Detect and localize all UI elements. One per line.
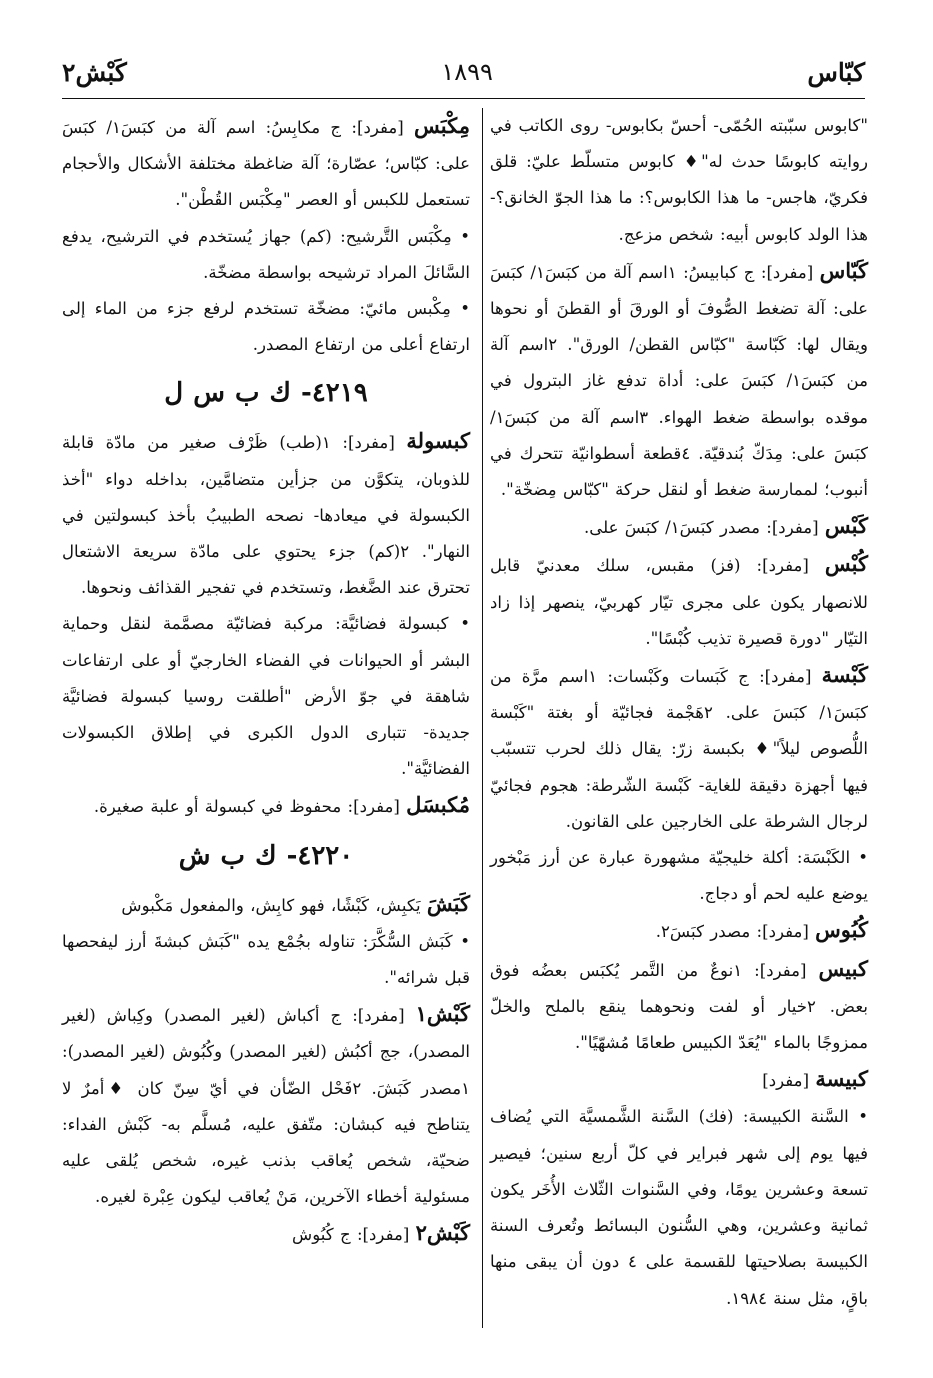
entry-text: [مفرد]: ١نوعٌ من التَّمر يُكبَس بعضُه فوق بعض. ٢خيار أو لفت ونحوهما ينقع بالملح والخلّ ممزوجًا بالماء "يُعَدّ الكبيس طعامًا مُشهّيًا". <box>490 960 868 1053</box>
entry-filter-press <box>62 219 470 291</box>
headword: كَبْسة <box>821 662 868 688</box>
entry-text: • مِكْبس مائيّ: مضخّة تستخدم لرفع جزء من الماء إلى ارتفاع أعلى من ارتفاع المصدر. <box>62 299 470 355</box>
entry-water-press <box>62 291 470 363</box>
header-guide-word-right: كبّاس <box>807 57 865 87</box>
entry-mukabsal <box>62 787 470 825</box>
entry-text: يَكبِش، كَبْشًا، فهو كابِش، والمفعول مَكْبوش <box>121 895 427 915</box>
entry-kabasha-verb <box>62 886 470 924</box>
entry-text: • الكَبْسَة: أكلة خليجيّة مشهورة عبارة عن أرز مَبْخور يوضع عليه لحم أو دجاج. <box>490 848 868 904</box>
entry-mikbas <box>62 108 470 219</box>
entry-text: [مفرد]: ج أكباش (لغير المصدر) وكِباش (لغير المصدر)، جج أكبُش (لغير المصدر) وكُبُوش (لغير المصدر): ١مصدر كَبَشَ. ٢فَحْل الضّأن في أيّ سِنّ كان ♦أمرٌ لا يتناطح فيه كبشان: متّفق عليه، مُسلَّم به- كَبْش الفداء: ضحيّة، شخص يُعاقب بذنب غيره، شخص يُلقى عليه مسئولية أخطاء الآخرين، مَنْ يُعاقب ليكون عِبْرة لغيره. <box>62 1006 471 1207</box>
right-column <box>490 108 868 1317</box>
left-column <box>62 108 470 1254</box>
entry-text: [مفرد]: ج مكابِسُ: اسم آلة من كبَسَ١/ كبَسَ على: كبّاس؛ عصّارة؛ آلة ضاغطة مختلفة الأشكال والأحجام تستعمل للكبس أو العصر "مِكْبَس القُطْن". <box>62 118 470 210</box>
entry-text: • مِكْبَس التَّرشيح: (كم) جهاز يُستخدم في الترشيح، يدفع السَّائلَ المراد ترشيحه بواسطة مضخّة. <box>62 226 470 282</box>
entry-kabs <box>490 508 868 546</box>
headword: مُكبسَل <box>406 792 470 818</box>
page-number: ١٨٩٩ <box>441 58 493 86</box>
headword: كَبْس <box>824 513 868 539</box>
entry-text: [مفرد]: مصدر كبَسَ٢. <box>655 922 816 942</box>
entry-kabees <box>490 951 868 1062</box>
entry-kabsa-dish <box>490 840 868 912</box>
header-guide-word-left: كَبْش٢ <box>62 57 127 87</box>
entry-text: [مفرد]: ١(طب) ظَرْف صغير من مادّة قابلة للذوبان، يتكوَّن من جزأين متضامَّين، بداخله دواء "أخذ الكبسولة في ميعادها- نصحه الطبيبُ بأخذ كبسولتين في النهار". ٢(كم) جزء يحتوي على مادّة سريعة الاشتعال تحترق عند الضَّغط، وتستخدم في تفجير القذائف ونحوها. <box>62 433 471 598</box>
entry-kabsoola <box>62 423 470 606</box>
entry-text: [مفرد]: محفوظ في كبسولة أو علبة صغيرة. <box>93 797 407 817</box>
headword: كَبْش٢ <box>415 1220 470 1246</box>
entry-leap-year <box>490 1099 868 1316</box>
headword: كُبُوس <box>815 917 868 943</box>
headword: كُبْس <box>824 551 868 577</box>
page-header <box>62 50 865 94</box>
headword: كبيسة <box>815 1066 868 1092</box>
entry-kabeesa <box>490 1061 868 1099</box>
entry-text: [مفرد]: ج كبابيسُ: ١اسم آلة من كبَسَ١/ كبَسَ على: آلة تضغط الصُّوفَ أو الورقَ أو القطنَ أو نحوها ويقال لها: كَبّاسة "كبّاس القطن/ الورق". ٢اسم آلة من كبَسَ١/ كبَسَ على: أداة تدفع غاز البترول في موقده بواسطة ضغط الهواء. ٣اسم آلة من كبَسَ١/ كبَسَ على: مِدَكّ بُندقيّة. ٤قطعة أسطوانيّة تتحرك في أنبوب؛ لممارسة ضغط أو لنقل حركة "كبّاس مِضخّة". <box>490 262 869 500</box>
entry-kabsh-2 <box>62 1215 470 1253</box>
entry-text: [مفرد] <box>762 1071 816 1091</box>
entry-text: [مفرد]: (فز) مقبس، سلك معدنيّ قابل للانصهار يكون على مجرى تيّار كهربيّ، ينصهر إذا زاد التيّار "دورة قصيرة تذيب كُبْسًا". <box>490 556 868 648</box>
entry-kabsh-1 <box>62 996 470 1215</box>
entry-text: • كبسولة فضائيَّة: مركبة فضائيّة مصمَّمة لنقل وحماية البشر أو الحيوانات في الفضاء الخارجيّ أو على ارتفاعات شاهقة في جوّ الأرض "أطلقت روسيا كبسولة فضائيَّة جديدة- تتبارى الدول الكبرى في إطلاق الكبسولات الفضائيَّة". <box>62 614 470 779</box>
entry-kuboos <box>490 912 868 950</box>
entry-kubs <box>490 546 868 657</box>
entry-text: [مفرد]: ج كُبُوش <box>291 1225 416 1245</box>
headword: كَبَشَ <box>426 890 470 916</box>
entry-text: "كابوس سبّبته الحُمّى- أحسّ بكابوس- روى الكاتب في روايته كابوسًا حدث له"♦ كابوس متسلّط عليّ: قلق فكريّ، هاجس- ما هذا الكابوس؟: ما هذا الجوّ الخانق؟- هذا الولد كابوس أبيه: شخص مزعج. <box>490 116 868 244</box>
headword: كبسولة <box>406 428 470 454</box>
entry-kabbas <box>490 253 868 508</box>
headword: كَبّاس <box>819 257 868 283</box>
header-rule <box>62 98 865 99</box>
entry-text: • السَّنة الكبيسة: (فك) السَّنة الشَّمسيَّة التي يُضاف فيها يوم إلى شهر فبراير في كلّ أربع سنين؛ فيصير تسعة وعشرين يومًا، وفي السَّنوات الثّلاث الأُخَر يكون ثمانية وعشرين، وهي السُّنون البسائط وتُعرف السنة الكبيسة بصلاحيتها للقسمة على ٤ دون أن يبقى منها باقٍ، مثل سنة ١٩٨٤. <box>490 1107 868 1308</box>
entry-kabash-sugar <box>62 924 470 996</box>
root-heading-4219: ٤٢١٩- ك ب س ل <box>164 378 368 409</box>
entry-text: • كَبَش السُّكَّرَ: تناوله بجُمْع يده "كَبَش كبشةَ أرز ليفحصها قبل شرائه". <box>62 931 470 988</box>
headword: كَبْش١ <box>415 1001 470 1027</box>
headword: كبيس <box>818 955 868 981</box>
entry-text: [مفرد]: مصدر كبَسَ١/ كبَسَ على. <box>584 518 825 538</box>
column-divider <box>482 108 483 1328</box>
entry-text: [مفرد]: ج كَبَسات وكَبْسات: ١اسم مرَّة من كبَسَ١/ كبَسَ على. ٢هَجْمة فجائيّة أو بغتة "كَبْسة اللُّصوص ليلاً"♦ بكبسة زرّ: يقال ذلك لحرب تتسبّب فيها أجهزة دقيقة للغاية- كَبْسة الشّرطة: هجوم فجائيّ لرجال الشرطة على الخارجين على القانون. <box>490 667 868 831</box>
entry-kabsa <box>490 657 868 840</box>
entry-kaboos-examples <box>490 108 868 253</box>
headword: مِكْبَس <box>414 113 470 138</box>
entry-space-capsule <box>62 606 470 787</box>
root-heading-4220: ٤٢٢٠- ك ب ش <box>178 840 354 871</box>
